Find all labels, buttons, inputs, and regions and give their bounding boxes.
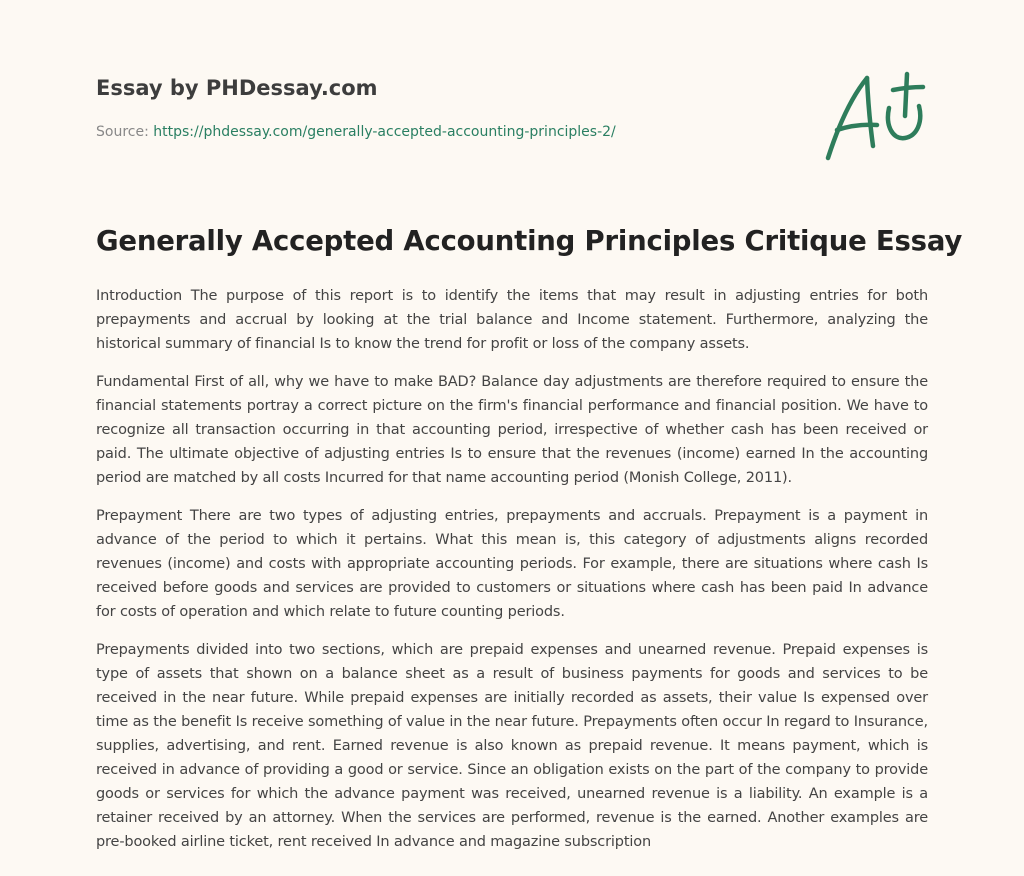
source-label: Source: bbox=[96, 124, 154, 140]
essay-paragraph: Fundamental First of all, why we have to make BAD? Balance day adjustments are therefore required to ensure the financial statements portray a correct picture on the firm's financial performance and financial position. We have to recognize all transaction occurring in that accounting period, irrespective of whether cash has been received or paid. The ultimate objective of adjusting entries Is to ensure that the revenues (income) earned In the accounting period are matched by all costs Incurred for that name accounting period (Monish College, 2011). bbox=[96, 374, 928, 486]
essay-paragraph: Prepayment There are two types of adjusting entries, prepayments and accruals. Prepayment is a payment in advance of the period to which it pertains. What this mean is, this category of adjustments aligns recorded revenues (income) and costs with appropriate accounting periods. For example, there are situations where cash Is received before goods and services are provided to customers or situations where cash has been paid In advance for costs of operation and which relate to future counting periods. bbox=[96, 508, 928, 620]
essay-title: Generally Accepted Accounting Principles Critique Essay bbox=[96, 225, 963, 257]
essay-paragraph: Introduction The purpose of this report is to identify the items that may result in adjusting entries for both prepayments and accrual by looking at the trial balance and Income statement. Furthermore, analyzing the historical summary of financial Is to know the trend for profit or loss of the company assets. bbox=[96, 288, 928, 352]
essay-page bbox=[96, 0, 963, 850]
essay-paragraph: Prepayments divided into two sections, which are prepaid expenses and unearned revenue. Prepaid expenses is type of assets that shown on a balance sheet as a result of business payments for goods and services to be received in the near future. While prepaid expenses are initially recorded as assets, their value Is expensed over time as the benefit Is receive something of value in the near future. Prepayments often occur In regard to Insurance, supplies, advertising, and rent. Earned revenue is also known as prepaid revenue. It means payment, which is received in advance of providing a good or service. Since an obligation exists on the part of the company to provide goods or services for which the advance payment was received, unearned revenue is a liability. An example is a retainer received by an attorney. When the services are performed, revenue is the earned. Another examples are pre-booked airline ticket, rent received In advance and magazine subscription bbox=[96, 642, 928, 850]
essay-body bbox=[96, 284, 928, 868]
source-link[interactable]: https://phdessay.com/generally-accepted-accounting-principles-2/ bbox=[153, 124, 616, 140]
brand-title: Essay by PHDessay.com bbox=[96, 76, 378, 100]
page-header bbox=[96, 0, 928, 200]
a-plus-grade-icon bbox=[823, 68, 927, 164]
source-line bbox=[96, 124, 616, 140]
